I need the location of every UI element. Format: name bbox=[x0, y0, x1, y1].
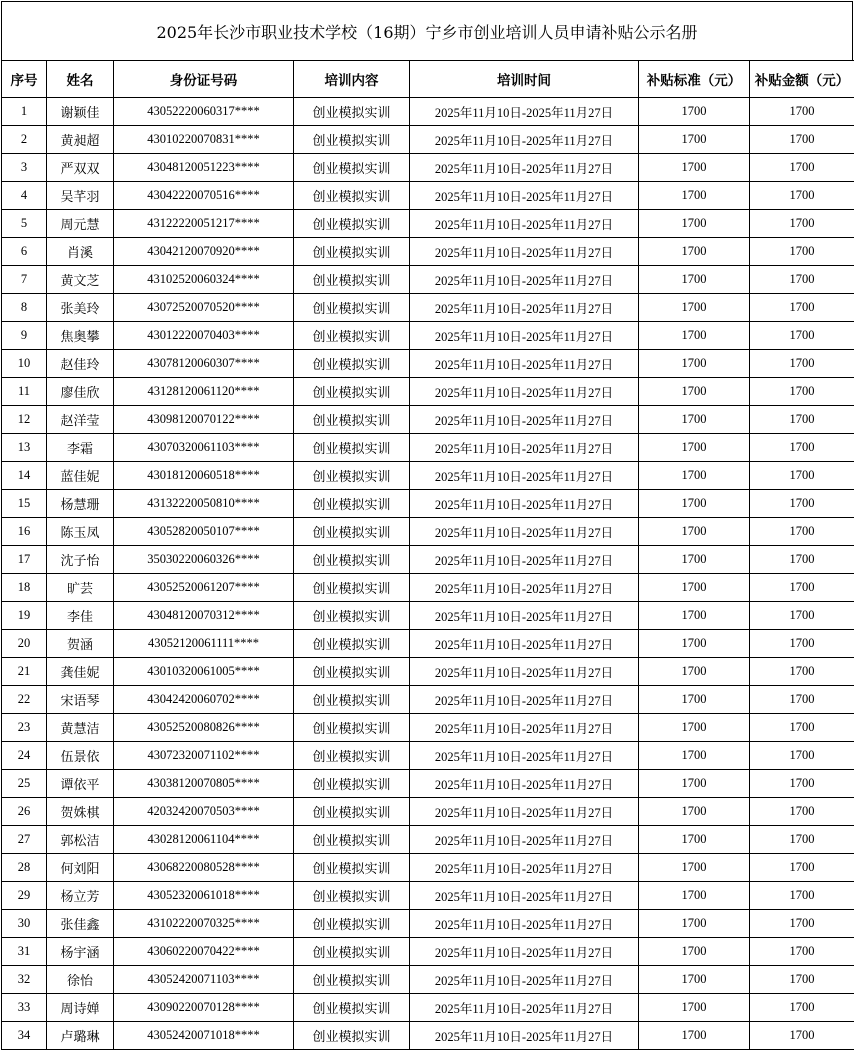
table-row bbox=[2, 770, 854, 798]
subsidy-amount: 1700 bbox=[750, 154, 854, 182]
training-content: 创业模拟实训 bbox=[294, 322, 410, 350]
row-index: 22 bbox=[2, 686, 47, 714]
person-name: 徐怡 bbox=[47, 966, 114, 994]
subsidy-standard: 1700 bbox=[639, 798, 750, 826]
person-name: 卢璐琳 bbox=[47, 1022, 114, 1050]
training-content: 创业模拟实训 bbox=[294, 882, 410, 910]
subsidy-amount: 1700 bbox=[750, 406, 854, 434]
training-content: 创业模拟实训 bbox=[294, 266, 410, 294]
table-row bbox=[2, 462, 854, 490]
row-index: 10 bbox=[2, 350, 47, 378]
subsidy-standard: 1700 bbox=[639, 294, 750, 322]
person-name: 郭松洁 bbox=[47, 826, 114, 854]
training-period: 2025年11月10日-2025年11月27日 bbox=[410, 210, 639, 238]
subsidy-standard: 1700 bbox=[639, 98, 750, 126]
id-number: 43052520080826**** bbox=[114, 714, 294, 742]
subsidy-amount: 1700 bbox=[750, 98, 854, 126]
id-number: 43052420071018**** bbox=[114, 1022, 294, 1050]
id-number: 35030220060326**** bbox=[114, 546, 294, 574]
row-index: 20 bbox=[2, 630, 47, 658]
training-content: 创业模拟实训 bbox=[294, 770, 410, 798]
training-content: 创业模拟实训 bbox=[294, 1022, 410, 1050]
row-index: 13 bbox=[2, 434, 47, 462]
table-row bbox=[2, 994, 854, 1022]
training-content: 创业模拟实训 bbox=[294, 714, 410, 742]
subsidy-amount: 1700 bbox=[750, 518, 854, 546]
subsidy-standard: 1700 bbox=[639, 854, 750, 882]
training-period: 2025年11月10日-2025年11月27日 bbox=[410, 154, 639, 182]
subsidy-amount: 1700 bbox=[750, 322, 854, 350]
training-period: 2025年11月10日-2025年11月27日 bbox=[410, 574, 639, 602]
subsidy-standard: 1700 bbox=[639, 546, 750, 574]
training-period: 2025年11月10日-2025年11月27日 bbox=[410, 322, 639, 350]
subsidy-standard: 1700 bbox=[639, 630, 750, 658]
training-period: 2025年11月10日-2025年11月27日 bbox=[410, 294, 639, 322]
row-index: 21 bbox=[2, 658, 47, 686]
table-row bbox=[2, 518, 854, 546]
person-name: 沈子怡 bbox=[47, 546, 114, 574]
subsidy-amount: 1700 bbox=[750, 994, 854, 1022]
training-period: 2025年11月10日-2025年11月27日 bbox=[410, 910, 639, 938]
subsidy-standard: 1700 bbox=[639, 882, 750, 910]
training-period: 2025年11月10日-2025年11月27日 bbox=[410, 630, 639, 658]
person-name: 宋语琴 bbox=[47, 686, 114, 714]
training-period: 2025年11月10日-2025年11月27日 bbox=[410, 266, 639, 294]
table-row bbox=[2, 742, 854, 770]
person-name: 杨慧珊 bbox=[47, 490, 114, 518]
header-name: 姓名 bbox=[47, 61, 114, 98]
table-row bbox=[2, 378, 854, 406]
training-period: 2025年11月10日-2025年11月27日 bbox=[410, 826, 639, 854]
table-row bbox=[2, 686, 854, 714]
subsidy-amount: 1700 bbox=[750, 490, 854, 518]
id-number: 43042420060702**** bbox=[114, 686, 294, 714]
training-period: 2025年11月10日-2025年11月27日 bbox=[410, 378, 639, 406]
person-name: 杨立芳 bbox=[47, 882, 114, 910]
subsidy-amount: 1700 bbox=[750, 434, 854, 462]
id-number: 43072520070520**** bbox=[114, 294, 294, 322]
training-content: 创业模拟实训 bbox=[294, 378, 410, 406]
subsidy-amount: 1700 bbox=[750, 126, 854, 154]
subsidy-amount: 1700 bbox=[750, 938, 854, 966]
training-period: 2025年11月10日-2025年11月27日 bbox=[410, 518, 639, 546]
person-name: 张美玲 bbox=[47, 294, 114, 322]
table-row bbox=[2, 574, 854, 602]
header-training-content: 培训内容 bbox=[294, 61, 410, 98]
training-period: 2025年11月10日-2025年11月27日 bbox=[410, 182, 639, 210]
subsidy-amount: 1700 bbox=[750, 266, 854, 294]
row-index: 15 bbox=[2, 490, 47, 518]
training-period: 2025年11月10日-2025年11月27日 bbox=[410, 98, 639, 126]
training-period: 2025年11月10日-2025年11月27日 bbox=[410, 994, 639, 1022]
row-index: 17 bbox=[2, 546, 47, 574]
id-number: 43128120061120**** bbox=[114, 378, 294, 406]
roster-body bbox=[2, 98, 854, 1050]
training-content: 创业模拟实训 bbox=[294, 182, 410, 210]
training-period: 2025年11月10日-2025年11月27日 bbox=[410, 854, 639, 882]
header-subsidy-amount: 补贴金额（元） bbox=[750, 61, 854, 98]
training-period: 2025年11月10日-2025年11月27日 bbox=[410, 602, 639, 630]
subsidy-standard: 1700 bbox=[639, 490, 750, 518]
training-content: 创业模拟实训 bbox=[294, 630, 410, 658]
training-content: 创业模拟实训 bbox=[294, 742, 410, 770]
training-period: 2025年11月10日-2025年11月27日 bbox=[410, 658, 639, 686]
table-row bbox=[2, 630, 854, 658]
table-row bbox=[2, 406, 854, 434]
subsidy-standard: 1700 bbox=[639, 742, 750, 770]
training-content: 创业模拟实训 bbox=[294, 462, 410, 490]
row-index: 12 bbox=[2, 406, 47, 434]
id-number: 43132220050810**** bbox=[114, 490, 294, 518]
table-row bbox=[2, 1022, 854, 1050]
training-content: 创业模拟实训 bbox=[294, 518, 410, 546]
table-row bbox=[2, 966, 854, 994]
table-row bbox=[2, 714, 854, 742]
row-index: 19 bbox=[2, 602, 47, 630]
training-period: 2025年11月10日-2025年11月27日 bbox=[410, 770, 639, 798]
id-number: 43090220070128**** bbox=[114, 994, 294, 1022]
subsidy-amount: 1700 bbox=[750, 238, 854, 266]
id-number: 43010220070831**** bbox=[114, 126, 294, 154]
training-content: 创业模拟实训 bbox=[294, 154, 410, 182]
subsidy-standard: 1700 bbox=[639, 378, 750, 406]
row-index: 16 bbox=[2, 518, 47, 546]
training-content: 创业模拟实训 bbox=[294, 854, 410, 882]
id-number: 43042220070516**** bbox=[114, 182, 294, 210]
table-row bbox=[2, 798, 854, 826]
roster-table bbox=[1, 60, 854, 1050]
row-index: 3 bbox=[2, 154, 47, 182]
training-content: 创业模拟实训 bbox=[294, 98, 410, 126]
subsidy-amount: 1700 bbox=[750, 602, 854, 630]
training-content: 创业模拟实训 bbox=[294, 210, 410, 238]
training-period: 2025年11月10日-2025年11月27日 bbox=[410, 238, 639, 266]
person-name: 旷芸 bbox=[47, 574, 114, 602]
row-index: 34 bbox=[2, 1022, 47, 1050]
training-content: 创业模拟实训 bbox=[294, 490, 410, 518]
id-number: 43048120051223**** bbox=[114, 154, 294, 182]
subsidy-amount: 1700 bbox=[750, 210, 854, 238]
training-period: 2025年11月10日-2025年11月27日 bbox=[410, 882, 639, 910]
table-row bbox=[2, 350, 854, 378]
subsidy-amount: 1700 bbox=[750, 630, 854, 658]
table-row bbox=[2, 854, 854, 882]
training-period: 2025年11月10日-2025年11月27日 bbox=[410, 406, 639, 434]
table-row bbox=[2, 126, 854, 154]
subsidy-standard: 1700 bbox=[639, 658, 750, 686]
header-index: 序号 bbox=[2, 61, 47, 98]
training-content: 创业模拟实训 bbox=[294, 602, 410, 630]
table-row bbox=[2, 602, 854, 630]
training-content: 创业模拟实训 bbox=[294, 546, 410, 574]
subsidy-standard: 1700 bbox=[639, 938, 750, 966]
table-row bbox=[2, 266, 854, 294]
subsidy-amount: 1700 bbox=[750, 1022, 854, 1050]
training-period: 2025年11月10日-2025年11月27日 bbox=[410, 350, 639, 378]
subsidy-amount: 1700 bbox=[750, 350, 854, 378]
row-index: 26 bbox=[2, 798, 47, 826]
subsidy-standard: 1700 bbox=[639, 322, 750, 350]
table-row bbox=[2, 938, 854, 966]
id-number: 43102220070325**** bbox=[114, 910, 294, 938]
training-period: 2025年11月10日-2025年11月27日 bbox=[410, 126, 639, 154]
subsidy-amount: 1700 bbox=[750, 854, 854, 882]
subsidy-standard: 1700 bbox=[639, 462, 750, 490]
id-number: 43052220060317**** bbox=[114, 98, 294, 126]
id-number: 43098120070122**** bbox=[114, 406, 294, 434]
table-row bbox=[2, 434, 854, 462]
training-content: 创业模拟实训 bbox=[294, 350, 410, 378]
row-index: 23 bbox=[2, 714, 47, 742]
training-content: 创业模拟实训 bbox=[294, 910, 410, 938]
id-number: 43102520060324**** bbox=[114, 266, 294, 294]
row-index: 30 bbox=[2, 910, 47, 938]
row-index: 1 bbox=[2, 98, 47, 126]
row-index: 7 bbox=[2, 266, 47, 294]
table-row bbox=[2, 238, 854, 266]
subsidy-amount: 1700 bbox=[750, 546, 854, 574]
id-number: 43010320061005**** bbox=[114, 658, 294, 686]
training-content: 创业模拟实训 bbox=[294, 658, 410, 686]
person-name: 周元慧 bbox=[47, 210, 114, 238]
id-number: 43078120060307**** bbox=[114, 350, 294, 378]
subsidy-standard: 1700 bbox=[639, 406, 750, 434]
person-name: 周诗婵 bbox=[47, 994, 114, 1022]
training-period: 2025年11月10日-2025年11月27日 bbox=[410, 462, 639, 490]
table-row bbox=[2, 490, 854, 518]
id-number: 43070320061103**** bbox=[114, 434, 294, 462]
subsidy-standard: 1700 bbox=[639, 154, 750, 182]
person-name: 李霜 bbox=[47, 434, 114, 462]
header-training-period: 培训时间 bbox=[410, 61, 639, 98]
row-index: 4 bbox=[2, 182, 47, 210]
table-row bbox=[2, 882, 854, 910]
training-content: 创业模拟实训 bbox=[294, 994, 410, 1022]
person-name: 蓝佳妮 bbox=[47, 462, 114, 490]
subsidy-standard: 1700 bbox=[639, 714, 750, 742]
subsidy-amount: 1700 bbox=[750, 798, 854, 826]
training-content: 创业模拟实训 bbox=[294, 686, 410, 714]
subsidy-standard: 1700 bbox=[639, 574, 750, 602]
subsidy-standard: 1700 bbox=[639, 238, 750, 266]
subsidy-amount: 1700 bbox=[750, 658, 854, 686]
training-content: 创业模拟实训 bbox=[294, 966, 410, 994]
subsidy-amount: 1700 bbox=[750, 294, 854, 322]
table-row bbox=[2, 826, 854, 854]
header-id-number: 身份证号码 bbox=[114, 61, 294, 98]
subsidy-standard: 1700 bbox=[639, 770, 750, 798]
table-row bbox=[2, 546, 854, 574]
subsidy-amount: 1700 bbox=[750, 826, 854, 854]
training-period: 2025年11月10日-2025年11月27日 bbox=[410, 966, 639, 994]
subsidy-amount: 1700 bbox=[750, 182, 854, 210]
row-index: 25 bbox=[2, 770, 47, 798]
id-number: 43052120061111**** bbox=[114, 630, 294, 658]
id-number: 43018120060518**** bbox=[114, 462, 294, 490]
training-content: 创业模拟实训 bbox=[294, 938, 410, 966]
row-index: 27 bbox=[2, 826, 47, 854]
row-index: 8 bbox=[2, 294, 47, 322]
training-content: 创业模拟实训 bbox=[294, 798, 410, 826]
subsidy-amount: 1700 bbox=[750, 742, 854, 770]
person-name: 黄文芝 bbox=[47, 266, 114, 294]
subsidy-standard: 1700 bbox=[639, 826, 750, 854]
subsidy-standard: 1700 bbox=[639, 182, 750, 210]
table-row bbox=[2, 154, 854, 182]
training-period: 2025年11月10日-2025年11月27日 bbox=[410, 546, 639, 574]
row-index: 33 bbox=[2, 994, 47, 1022]
subsidy-amount: 1700 bbox=[750, 686, 854, 714]
table-row bbox=[2, 658, 854, 686]
training-period: 2025年11月10日-2025年11月27日 bbox=[410, 938, 639, 966]
row-index: 6 bbox=[2, 238, 47, 266]
person-name: 廖佳欣 bbox=[47, 378, 114, 406]
person-name: 谢颖佳 bbox=[47, 98, 114, 126]
subsidy-standard: 1700 bbox=[639, 210, 750, 238]
training-content: 创业模拟实训 bbox=[294, 574, 410, 602]
row-index: 14 bbox=[2, 462, 47, 490]
training-period: 2025年11月10日-2025年11月27日 bbox=[410, 1022, 639, 1050]
person-name: 何刘阳 bbox=[47, 854, 114, 882]
training-content: 创业模拟实训 bbox=[294, 238, 410, 266]
person-name: 黄昶超 bbox=[47, 126, 114, 154]
row-index: 18 bbox=[2, 574, 47, 602]
id-number: 43052520061207**** bbox=[114, 574, 294, 602]
row-index: 11 bbox=[2, 378, 47, 406]
subsidy-amount: 1700 bbox=[750, 966, 854, 994]
id-number: 43060220070422**** bbox=[114, 938, 294, 966]
table-row bbox=[2, 98, 854, 126]
person-name: 贺涵 bbox=[47, 630, 114, 658]
id-number: 43052820050107**** bbox=[114, 518, 294, 546]
person-name: 伍景依 bbox=[47, 742, 114, 770]
person-name: 张佳鑫 bbox=[47, 910, 114, 938]
person-name: 赵洋莹 bbox=[47, 406, 114, 434]
subsidy-standard: 1700 bbox=[639, 434, 750, 462]
row-index: 31 bbox=[2, 938, 47, 966]
training-period: 2025年11月10日-2025年11月27日 bbox=[410, 742, 639, 770]
id-number: 43122220051217**** bbox=[114, 210, 294, 238]
person-name: 焦奥攀 bbox=[47, 322, 114, 350]
table-row bbox=[2, 210, 854, 238]
row-index: 9 bbox=[2, 322, 47, 350]
subsidy-standard: 1700 bbox=[639, 350, 750, 378]
table-row bbox=[2, 910, 854, 938]
training-period: 2025年11月10日-2025年11月27日 bbox=[410, 490, 639, 518]
row-index: 24 bbox=[2, 742, 47, 770]
subsidy-amount: 1700 bbox=[750, 462, 854, 490]
training-content: 创业模拟实训 bbox=[294, 826, 410, 854]
person-name: 严双双 bbox=[47, 154, 114, 182]
training-period: 2025年11月10日-2025年11月27日 bbox=[410, 686, 639, 714]
id-number: 42032420070503**** bbox=[114, 798, 294, 826]
person-name: 肖溪 bbox=[47, 238, 114, 266]
row-index: 28 bbox=[2, 854, 47, 882]
id-number: 43068220080528**** bbox=[114, 854, 294, 882]
subsidy-standard: 1700 bbox=[639, 686, 750, 714]
subsidy-standard: 1700 bbox=[639, 994, 750, 1022]
subsidy-amount: 1700 bbox=[750, 910, 854, 938]
row-index: 2 bbox=[2, 126, 47, 154]
subsidy-amount: 1700 bbox=[750, 378, 854, 406]
person-name: 吴芊羽 bbox=[47, 182, 114, 210]
person-name: 贺姝棋 bbox=[47, 798, 114, 826]
person-name: 杨宇涵 bbox=[47, 938, 114, 966]
row-index: 29 bbox=[2, 882, 47, 910]
subsidy-amount: 1700 bbox=[750, 882, 854, 910]
id-number: 43048120070312**** bbox=[114, 602, 294, 630]
table-row bbox=[2, 294, 854, 322]
person-name: 黄慧洁 bbox=[47, 714, 114, 742]
document-title: 2025年长沙市职业技术学校（16期）宁乡市创业培训人员申请补贴公示名册 bbox=[1, 1, 853, 61]
training-period: 2025年11月10日-2025年11月27日 bbox=[410, 434, 639, 462]
subsidy-amount: 1700 bbox=[750, 574, 854, 602]
header-subsidy-standard: 补贴标准（元） bbox=[639, 61, 750, 98]
subsidy-amount: 1700 bbox=[750, 714, 854, 742]
subsidy-standard: 1700 bbox=[639, 966, 750, 994]
subsidy-standard: 1700 bbox=[639, 1022, 750, 1050]
training-period: 2025年11月10日-2025年11月27日 bbox=[410, 798, 639, 826]
person-name: 李佳 bbox=[47, 602, 114, 630]
id-number: 43012220070403**** bbox=[114, 322, 294, 350]
table-row bbox=[2, 322, 854, 350]
subsidy-standard: 1700 bbox=[639, 910, 750, 938]
row-index: 5 bbox=[2, 210, 47, 238]
training-content: 创业模拟实训 bbox=[294, 294, 410, 322]
training-content: 创业模拟实训 bbox=[294, 406, 410, 434]
id-number: 43038120070805**** bbox=[114, 770, 294, 798]
person-name: 赵佳玲 bbox=[47, 350, 114, 378]
person-name: 龚佳妮 bbox=[47, 658, 114, 686]
id-number: 43028120061104**** bbox=[114, 826, 294, 854]
id-number: 43052420071103**** bbox=[114, 966, 294, 994]
subsidy-standard: 1700 bbox=[639, 126, 750, 154]
table-row bbox=[2, 182, 854, 210]
training-content: 创业模拟实训 bbox=[294, 126, 410, 154]
id-number: 43072320071102**** bbox=[114, 742, 294, 770]
id-number: 43052320061018**** bbox=[114, 882, 294, 910]
training-period: 2025年11月10日-2025年11月27日 bbox=[410, 714, 639, 742]
person-name: 陈玉凤 bbox=[47, 518, 114, 546]
subsidy-standard: 1700 bbox=[639, 518, 750, 546]
id-number: 43042120070920**** bbox=[114, 238, 294, 266]
subsidy-standard: 1700 bbox=[639, 602, 750, 630]
subsidy-amount: 1700 bbox=[750, 770, 854, 798]
training-content: 创业模拟实训 bbox=[294, 434, 410, 462]
subsidy-standard: 1700 bbox=[639, 266, 750, 294]
table-header-row bbox=[2, 61, 854, 98]
person-name: 谭依平 bbox=[47, 770, 114, 798]
row-index: 32 bbox=[2, 966, 47, 994]
